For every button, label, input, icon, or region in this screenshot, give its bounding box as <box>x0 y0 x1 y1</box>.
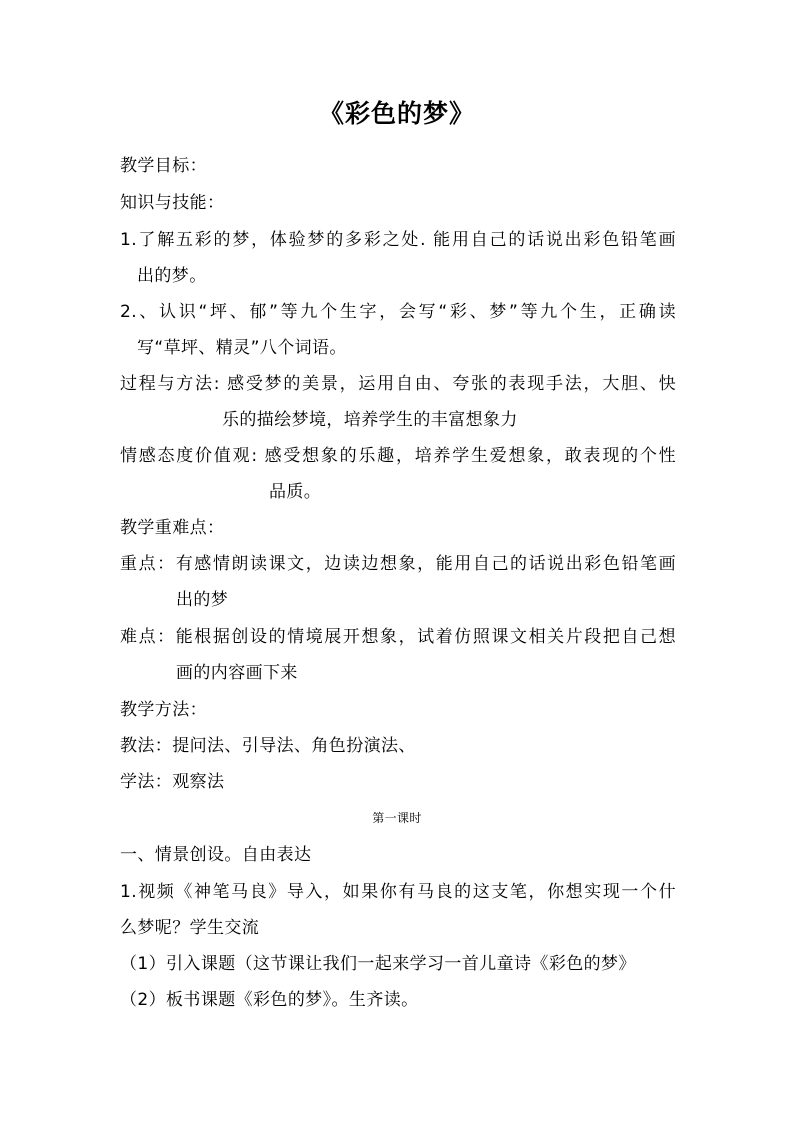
section-1-heading: 一、情景创设。自由表达 <box>120 845 312 865</box>
heading-teaching-methods: 教学方法： <box>120 700 207 720</box>
section-1-item-1: 1.视频《神笔马良》导入，如果你有马良的这支笔，你想实现一个什 <box>120 882 676 902</box>
section-1-sub-1: （1）引入课题（这节课让我们一起来学习一首儿童诗《彩色的梦》 <box>120 954 636 974</box>
section-1-item-1-cont: 么梦呢？学生交流 <box>120 918 260 938</box>
process-method-cont: 乐的描绘梦境，培养学生的丰富想象力 <box>222 410 518 430</box>
goal-item-2-cont: 写“草坪、精灵”八个词语。 <box>137 338 347 358</box>
key-point: 重点：有感情朗读课文，边读边想象，能用自己的话说出彩色铅笔画 <box>120 554 676 574</box>
goal-item-2: 2.、认识“坪、郁”等九个生字，会写“彩、梦”等九个生，正确读 <box>120 302 676 322</box>
difficult-point-cont: 画的内容画下来 <box>176 663 298 683</box>
document-title: 《彩色的梦》 <box>318 99 475 128</box>
emotion-values: 情感态度价值观: 感受想象的乐趣，培养学生爱想象，敢表现的个性 <box>120 446 676 466</box>
heading-key-difficult-points: 教学重难点： <box>120 518 225 538</box>
learning-methods: 学法：观察法 <box>120 772 225 792</box>
heading-teaching-goals: 教学目标： <box>120 156 207 176</box>
goal-item-1-cont: 出的梦。 <box>137 266 207 286</box>
subheading-knowledge-skills: 知识与技能： <box>120 193 225 213</box>
lesson-period-heading: 第一课时 <box>372 811 422 825</box>
key-point-cont: 出的梦 <box>176 590 229 610</box>
teaching-methods: 教法：提问法、引导法、角色扮演法、 <box>120 736 416 756</box>
section-1-sub-2: （2）板书课题《彩色的梦》。生齐读。 <box>120 990 419 1010</box>
emotion-values-cont: 品质。 <box>269 482 322 502</box>
process-method: 过程与方法: 感受梦的美景，运用自由、夸张的表现手法，大胆、快 <box>120 374 676 394</box>
difficult-point: 难点：能根据创设的情境展开想象，试着仿照课文相关片段把自己想 <box>120 627 676 647</box>
goal-item-1: 1.了解五彩的梦，体验梦的多彩之处. 能用自己的话说出彩色铅笔画 <box>120 230 676 250</box>
